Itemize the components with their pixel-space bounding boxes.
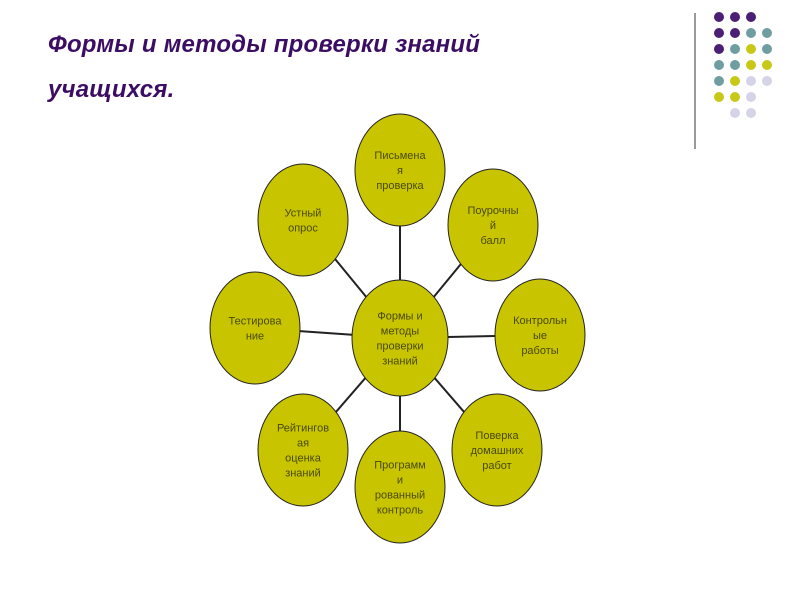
node-programmed-control-label-line: и bbox=[396, 474, 404, 487]
center-node-label-line: знаний bbox=[382, 355, 418, 368]
center-node bbox=[352, 280, 448, 396]
node-rating-label-line: оценка bbox=[285, 452, 321, 465]
node-tests-works-label-line: ые bbox=[532, 329, 548, 342]
node-written-check-label-line: я bbox=[397, 164, 403, 177]
node-tests-works-label-line: работы bbox=[521, 344, 559, 357]
node-rating-label-line: знаний bbox=[285, 467, 321, 480]
node-rating bbox=[258, 394, 348, 506]
node-testing bbox=[210, 272, 300, 384]
node-programmed-control bbox=[355, 431, 445, 543]
node-oral-survey-label-line: опрос bbox=[288, 222, 318, 235]
node-rating-shape bbox=[258, 394, 348, 506]
connector-line bbox=[434, 264, 461, 297]
connector-line bbox=[335, 259, 366, 297]
connector-line bbox=[435, 378, 464, 412]
node-homework-check bbox=[452, 394, 542, 506]
node-oral-survey bbox=[258, 164, 348, 276]
node-homework-check-label-line: Поверка bbox=[475, 429, 519, 442]
center-node-shape bbox=[352, 280, 448, 396]
node-testing-label-line: Тестирова bbox=[228, 315, 282, 328]
node-programmed-control-label-line: контроль bbox=[376, 504, 424, 517]
node-lesson-score-label-line: Поурочны bbox=[467, 204, 519, 217]
node-programmed-control-label-line: рованный bbox=[374, 489, 426, 502]
slide-title-line-2: учащихся. bbox=[48, 76, 175, 103]
node-oral-survey-shape bbox=[258, 164, 348, 276]
node-rating-label-line: ая bbox=[296, 437, 310, 450]
node-lesson-score bbox=[448, 169, 538, 281]
node-homework-check-label-line: домашних bbox=[470, 444, 524, 457]
node-rating-label-line: Рейтингов bbox=[276, 422, 330, 435]
node-oral-survey-label-line: Устный bbox=[284, 207, 322, 220]
node-programmed-control-shape bbox=[355, 431, 445, 543]
node-testing-shape bbox=[210, 272, 300, 384]
node-lesson-score-label-line: й bbox=[489, 219, 497, 232]
node-tests-works bbox=[495, 279, 585, 391]
center-node-label-line: методы bbox=[380, 325, 420, 338]
node-lesson-score-label-line: балл bbox=[480, 234, 506, 247]
node-programmed-control-label-line: Программ bbox=[374, 459, 426, 472]
connector-line bbox=[448, 336, 495, 337]
connector-line bbox=[300, 331, 352, 335]
node-written-check-label-line: проверка bbox=[376, 179, 424, 192]
center-node-label-line: проверки bbox=[376, 340, 424, 353]
node-written-check-label-line: Письмена bbox=[374, 149, 426, 162]
node-written-check bbox=[355, 114, 445, 226]
connector-line bbox=[336, 378, 365, 412]
node-tests-works-label-line: Контрольн bbox=[513, 314, 567, 327]
node-homework-check-label-line: работ bbox=[482, 459, 512, 472]
slide-title-line-1: Формы и методы проверки знаний bbox=[48, 31, 481, 58]
node-testing-label-line: ние bbox=[245, 330, 265, 343]
center-node-label-line: Формы и bbox=[377, 310, 423, 323]
